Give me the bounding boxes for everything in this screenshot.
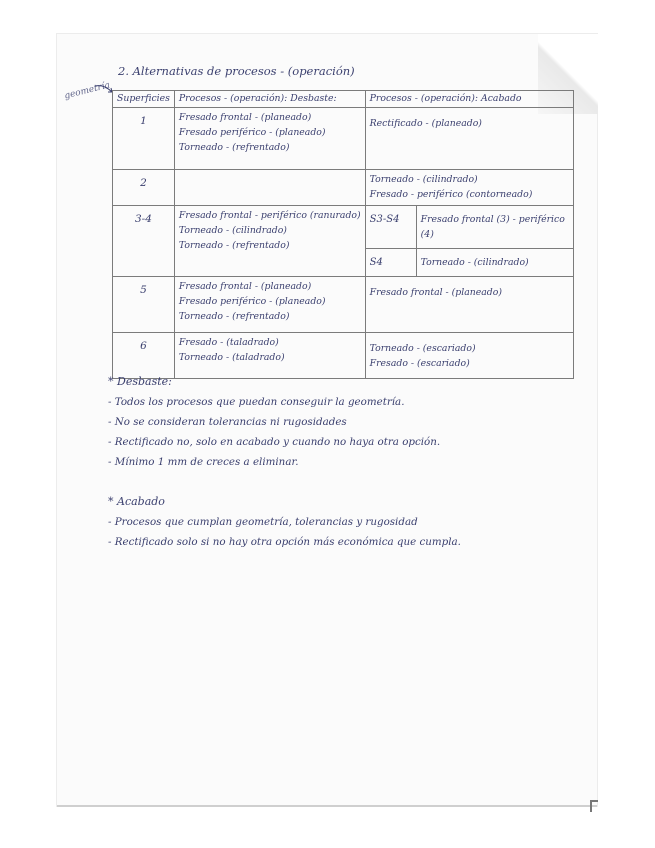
process-line: Fresado - periférico (contorneado) xyxy=(369,189,533,200)
process-line: Fresado frontal - (planeado) xyxy=(178,281,312,292)
process-line: Fresado frontal - (planeado) xyxy=(178,112,312,123)
superficie-cell: 2 xyxy=(113,170,175,206)
process-line: Rectificado - (planeado) xyxy=(369,118,482,129)
corner-mark xyxy=(590,800,598,812)
process-line: Torneado - (refrentado) xyxy=(178,311,290,322)
process-line: Torneado - (cilindrado) xyxy=(369,174,478,185)
superficie-cell: 3-4 xyxy=(113,206,175,277)
table-row xyxy=(113,206,574,277)
header-acabado: Procesos - (operación): Acabado xyxy=(365,91,573,108)
process-line: Fresado - (escariado) xyxy=(369,358,470,369)
header-desbaste: Procesos - (operación): Desbaste: xyxy=(174,91,365,108)
table-row xyxy=(113,170,574,206)
note-item: - No se consideran tolerancias ni rugosidades xyxy=(108,416,347,428)
process-table xyxy=(112,90,574,379)
process-line: Torneado - (refrentado) xyxy=(178,142,290,153)
header-superficies: Superficies xyxy=(113,91,175,108)
table-header-row xyxy=(113,91,574,108)
subtable-row xyxy=(366,206,573,249)
process-line: Fresado periférico - (planeado) xyxy=(178,296,326,307)
process-line: Fresado - (taladrado) xyxy=(178,337,279,348)
process-line: Fresado frontal - periférico (ranurado) xyxy=(178,210,361,221)
table-row xyxy=(113,277,574,333)
subtable-row xyxy=(366,249,573,277)
desbaste-cell xyxy=(174,108,365,170)
process-line: Torneado - (escariado) xyxy=(369,343,476,354)
desbaste-cell xyxy=(174,170,365,206)
superficie-cell: 1 xyxy=(113,108,175,170)
page-edge xyxy=(57,805,597,807)
note-item: - Mínimo 1 mm de creces a eliminar. xyxy=(108,456,299,468)
process-line: Torneado - (cilindrado) xyxy=(178,225,287,236)
process-line: Fresado periférico - (planeado) xyxy=(178,127,326,138)
process-line: Fresado frontal - (planeado) xyxy=(369,287,502,298)
process-line: Fresado frontal (3) - periférico (4) xyxy=(416,206,573,249)
surface-code: S4 xyxy=(366,249,417,277)
acabado-cell xyxy=(365,206,573,277)
acabado-cell xyxy=(365,170,573,206)
note-item: - Rectificado solo si no hay otra opción más económica que cumpla. xyxy=(108,536,461,548)
desbaste-cell xyxy=(174,277,365,333)
margin-note: geometría xyxy=(63,80,112,102)
note-item: - Procesos que cumplan geometría, tolerancias y rugosidad xyxy=(108,516,418,528)
acabado-subtable xyxy=(366,206,573,276)
notes-heading: * Acabado xyxy=(108,495,165,508)
surface-code: S3-S4 xyxy=(366,206,417,249)
process-line: Torneado - (refrentado) xyxy=(178,240,290,251)
acabado-notes xyxy=(108,492,461,552)
acabado-cell xyxy=(365,277,573,333)
table-row xyxy=(113,108,574,170)
superficie-cell: 6 xyxy=(113,333,175,379)
note-item: - Rectificado no, solo en acabado y cuando no haya otra opción. xyxy=(108,436,441,448)
superficie-cell: 5 xyxy=(113,277,175,333)
section-title: 2. Alternativas de procesos - (operación) xyxy=(118,64,355,78)
notes-heading: * Desbaste: xyxy=(108,375,172,388)
process-line: Torneado - (taladrado) xyxy=(178,352,285,363)
acabado-cell xyxy=(365,108,573,170)
note-item: - Todos los procesos que puedan conseguir la geometría. xyxy=(108,396,405,408)
desbaste-cell xyxy=(174,206,365,277)
process-line: Torneado - (cilindrado) xyxy=(420,257,529,268)
desbaste-notes xyxy=(108,372,440,472)
